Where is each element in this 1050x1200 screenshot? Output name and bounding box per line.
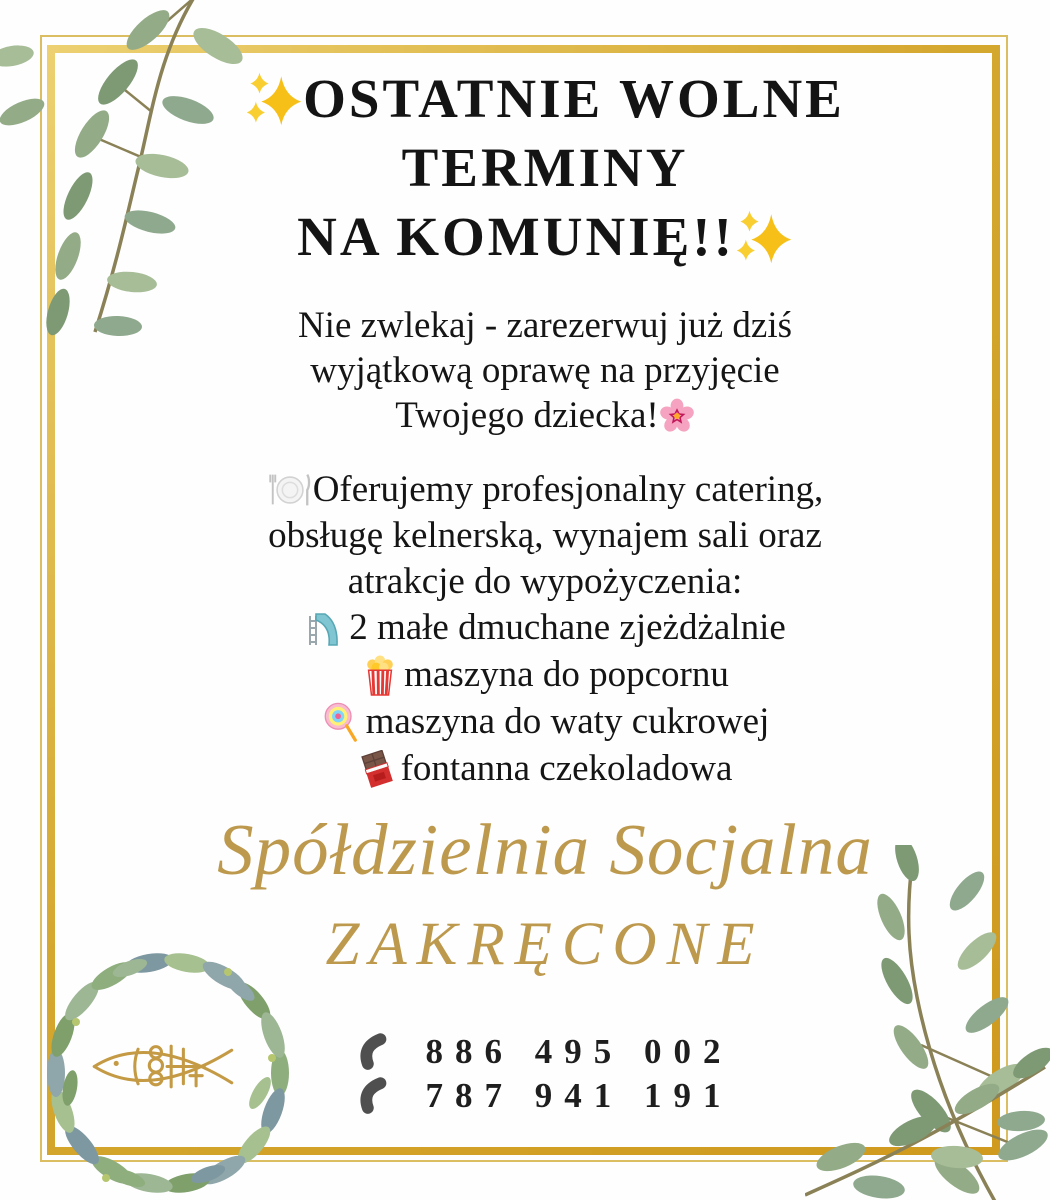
subtitle-line-2: wyjątkową oprawę na przyjęcie: [310, 350, 780, 391]
offer-line-1: [50, 467, 1040, 513]
attraction-item: [50, 745, 1040, 792]
contact-phones: [50, 1030, 1040, 1118]
phone-number-2: 787 941 191: [425, 1076, 733, 1115]
sparkles-icon: [245, 69, 303, 127]
title-line-3: [50, 202, 1040, 271]
popcorn-icon: [361, 654, 399, 696]
attraction-item: [50, 651, 1040, 698]
title-line-1: [50, 64, 1040, 133]
brand-name: Spółdzielnia Socjalna: [217, 809, 873, 890]
poster-subtitle: [50, 303, 1040, 438]
attraction-text: 2 małe dmuchane zjeżdżalnie: [349, 607, 786, 648]
plate-cutlery-icon: [267, 470, 313, 510]
title-line-2: [50, 133, 1040, 202]
offer-text-1: Oferujemy profesjonalny catering,: [312, 469, 824, 510]
poster-title: [50, 64, 1040, 271]
attractions-list: [50, 604, 1040, 792]
phone-number-1: 886 495 002: [425, 1032, 733, 1071]
lollipop-icon: [321, 701, 361, 743]
subtitle-line-3: [50, 393, 1040, 438]
brand-name-caps: ZAKRĘCONE: [325, 911, 765, 978]
title-text-2: TERMINY: [401, 137, 689, 198]
attraction-text: maszyna do waty cukrowej: [365, 701, 770, 742]
cherry-blossom-icon: [659, 398, 695, 434]
offer-line-2: obsługę kelnerską, wynajem sali oraz: [268, 515, 822, 556]
attraction-text: maszyna do popcornu: [404, 654, 729, 695]
poster-offer: [50, 467, 1040, 605]
attraction-item: [50, 604, 1040, 651]
sparkles-icon: [735, 207, 793, 265]
slide-icon: [304, 608, 344, 648]
title-text-1: OSTATNIE WOLNE: [303, 68, 845, 129]
subtitle-text-3: Twojego dziecka!: [395, 395, 659, 436]
phone-receiver-icon: [358, 1076, 398, 1116]
offer-line-3: atrakcje do wypożyczenia:: [347, 561, 743, 602]
attraction-item: [50, 698, 1040, 745]
attraction-text: fontanna czekoladowa: [400, 748, 733, 789]
chocolate-icon: [358, 750, 396, 788]
title-text-3: NA KOMUNIĘ!!: [297, 206, 735, 267]
phone-row: [50, 1030, 1040, 1074]
phone-row: [50, 1074, 1040, 1118]
phone-receiver-icon: [358, 1032, 398, 1072]
subtitle-line-1: Nie zwlekaj - zarezerwuj już dziś: [297, 305, 793, 346]
